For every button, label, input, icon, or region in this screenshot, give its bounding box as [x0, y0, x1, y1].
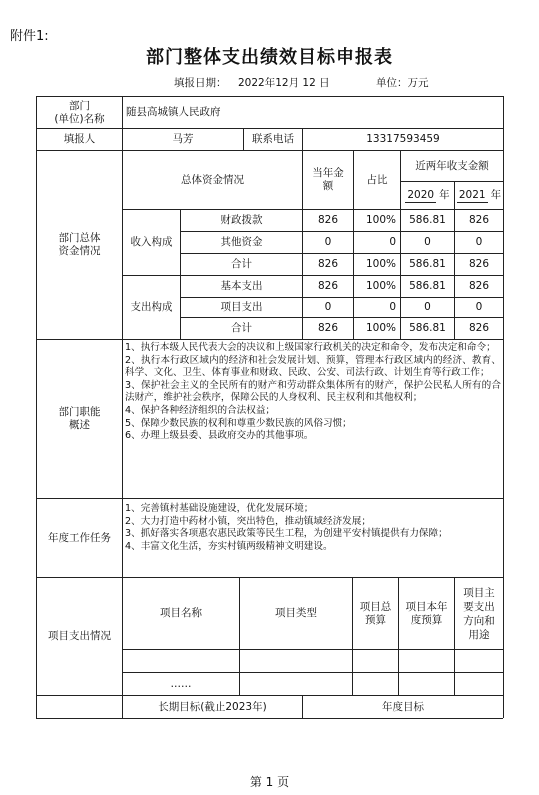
funds-section-label-line2: 资金情况	[58, 245, 101, 257]
annual-tasks-label: 年度工作任务	[48, 531, 111, 544]
annual-goal-label: 年度目标	[382, 700, 424, 713]
row-2020: 586.81	[409, 280, 446, 292]
row-amount: 0	[324, 236, 332, 248]
year-2020-value: 2020	[407, 188, 435, 201]
project-section-label: 项目支出情况	[48, 630, 111, 642]
phone-label: 联系电话	[252, 133, 294, 145]
project-total-header-line2: 预算	[365, 613, 386, 626]
row-ratio: 0	[389, 301, 396, 313]
two-year-header: 近两年收支金额	[415, 159, 489, 172]
page-title: 部门整体支出绩效目标申报表	[146, 47, 393, 68]
row-label: 基本支出	[220, 280, 263, 292]
dept-label-line1: 部门	[69, 99, 90, 112]
task-item: 2、大力打造中药材小镇，突出特色，推动镇域经济发展；	[125, 515, 371, 527]
task-item: 3、抓好落实各项惠农惠民政策等民生工程，为创建平安村镇提供有力保障；	[125, 528, 448, 540]
fill-date-label: 填报日期：	[174, 77, 227, 89]
project-year-header-line2: 度预算	[410, 613, 443, 626]
fill-date-value: 2022年12月 12 日	[238, 77, 330, 89]
project-direction-header	[455, 578, 503, 649]
annual-tasks-text	[125, 503, 501, 553]
long-term-goal-label: 长期目标(截止2023年)	[158, 700, 267, 713]
row-label: 财政拨款	[220, 214, 263, 226]
row-2021: 826	[468, 322, 490, 334]
expense-group-label: 支出构成	[130, 301, 173, 313]
project-type-header: 项目类型	[275, 607, 317, 619]
duties-text	[125, 342, 501, 443]
row-2021: 0	[475, 301, 483, 313]
row-ratio: 100%	[365, 214, 396, 226]
year-2020-header	[401, 182, 454, 209]
year-2021-suffix: 年	[490, 189, 502, 201]
project-direction-header-line2: 要支出	[463, 600, 495, 613]
row-ratio: 0	[389, 236, 396, 248]
reporter-name: 马芳	[172, 133, 194, 145]
row-2020: 586.81	[409, 258, 446, 270]
income-group-label: 收入构成	[130, 236, 173, 248]
duties-label-line2: 概述	[69, 419, 90, 431]
row-label: 项目支出	[220, 301, 263, 313]
dept-label-line2: (单位)名称	[54, 112, 105, 125]
unit-label: 单位：万元	[376, 77, 429, 89]
row-2021: 0	[475, 236, 483, 248]
year-2021-value: 2021	[458, 188, 486, 201]
funds-section-label-line1: 部门总体	[58, 232, 101, 244]
row-amount: 826	[317, 280, 339, 292]
row-2020: 586.81	[409, 214, 446, 226]
duty-item: 4、保护各种经济组织的合法权益；	[125, 404, 276, 416]
project-direction-header-line3: 方向和	[463, 614, 495, 627]
duties-label-line1: 部门职能	[58, 406, 101, 418]
current-amount-header-line1: 当年金	[312, 167, 344, 179]
row-2020: 0	[424, 301, 431, 313]
dept-name: 随县高城镇人民政府	[126, 106, 221, 118]
page-number: 第 1 页	[249, 775, 290, 789]
row-2020: 0	[424, 236, 431, 248]
current-amount-header	[303, 151, 353, 209]
project-year-header-line1: 项目本年	[405, 600, 448, 613]
task-item: 4、丰富文化生活，夯实村镇两级精神文明建设。	[125, 540, 333, 552]
row-label: 其他资金	[220, 236, 263, 248]
project-direction-header-line4: 用途	[468, 628, 490, 641]
duty-item: 3、保护社会主义的全民所有的财产和劳动群众集体所有的财产，保护公民私人所有的合法财产，维护社会秩序，保障公民的人身权利、民主权利和其他权利；	[125, 379, 501, 404]
row-2021: 826	[468, 280, 490, 292]
funds-section-label	[37, 151, 122, 339]
current-amount-header-line2: 额	[322, 180, 334, 192]
row-2020: 586.81	[409, 322, 446, 334]
phone-value: 13317593459	[366, 133, 440, 145]
task-item: 1、完善镇村基础设施建设，优化发展环境；	[125, 503, 314, 514]
funds-overall-label: 总体资金情况	[181, 173, 244, 186]
row-amount: 0	[324, 301, 332, 313]
duty-item: 6、办理上级县委、县政府交办的其他事项。	[125, 430, 314, 442]
year-2021-header	[455, 182, 503, 209]
duty-item: 5、保障少数民族的权利和尊重少数民族的风俗习惯；	[125, 417, 352, 429]
project-year-header	[399, 578, 454, 649]
dept-label	[37, 97, 122, 128]
duty-item: 2、执行本行政区域内的经济和社会发展计划、预算，管理本行政区域内的经济、教育、科学、文化、卫生、体育事业和财政、民政、公安、司法行政、计划生育等行政工作；	[125, 354, 501, 379]
duties-label	[37, 340, 122, 498]
row-amount: 826	[317, 322, 339, 334]
ratio-header: 占比	[366, 173, 388, 186]
row-amount: 826	[317, 258, 339, 270]
row-amount: 826	[317, 214, 339, 226]
row-label: 合计	[231, 258, 252, 270]
row-ratio: 100%	[365, 322, 396, 334]
project-name-header: 项目名称	[160, 607, 202, 619]
row-ratio: 100%	[365, 258, 396, 270]
duty-item: 1、执行本级人民代表大会的决议和上级国家行政机关的决定和命令，发布决定和命令；	[125, 342, 496, 353]
row-2021: 826	[468, 214, 490, 226]
attachment-label: 附件1:	[10, 29, 49, 44]
row-2021: 826	[468, 258, 490, 270]
project-direction-header-line1: 项目主	[463, 586, 495, 599]
project-total-header-line1: 项目总	[359, 600, 392, 613]
project-total-header	[353, 578, 398, 649]
reporter-label: 填报人	[63, 133, 96, 145]
year-2020-suffix: 年	[439, 189, 450, 201]
row-label: 合计	[231, 322, 252, 334]
row-ratio: 100%	[365, 280, 396, 292]
project-ellipsis: ……	[170, 677, 192, 690]
